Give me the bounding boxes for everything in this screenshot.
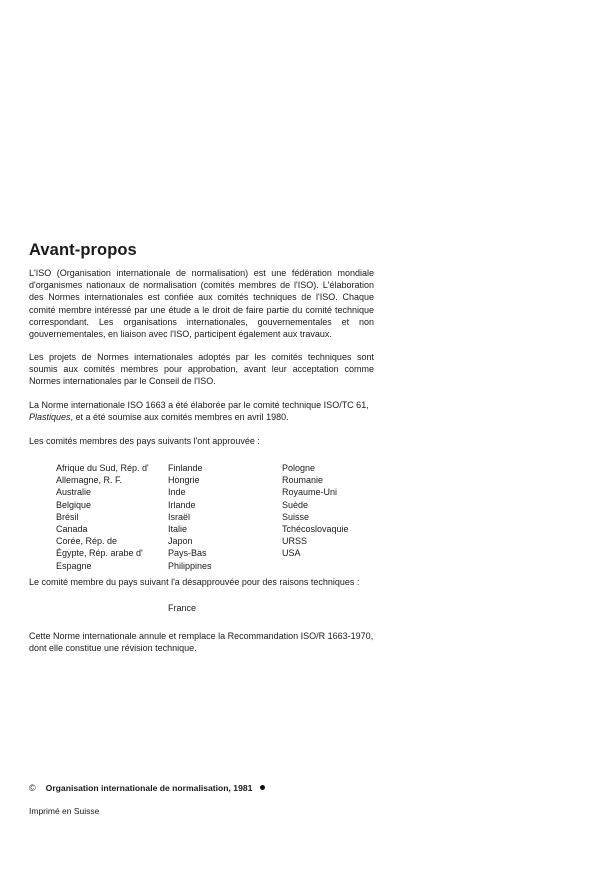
country: Inde: [168, 487, 186, 498]
iso-text-before: La Norme internationale ISO 1663 a été élaborée par le comité technique ISO/TC 61,: [29, 400, 369, 410]
country: Pays-Bas: [168, 548, 207, 559]
country: Japon: [168, 536, 193, 547]
approval-process-paragraph: Les projets de Normes internationales adoptés par les comités techniques sont soumis aux comités membres pour approbation, avant leur acceptation comme Normes internationales par le Conseil de l'ISO.: [29, 352, 374, 387]
country: USA: [282, 548, 301, 559]
country: Canada: [56, 524, 88, 535]
country: Finlande: [168, 463, 203, 473]
country: Belgique: [56, 499, 92, 510]
bullet-icon: [260, 785, 265, 790]
copyright-line: [29, 783, 265, 793]
country: URSS: [282, 536, 308, 547]
approved-countries-column-1: [56, 462, 149, 572]
iso-text-after: , et a été soumise aux comités membres en avril 1980.: [70, 412, 289, 423]
disapproved-intro: Le comité membre du pays suivant l'a désapprouvée pour des raisons techniques :: [29, 577, 360, 587]
country: Italie: [168, 524, 188, 535]
country: Philippines: [168, 560, 212, 571]
country: Corée, Rép. de: [56, 536, 118, 547]
country: Royaume-Uni: [282, 487, 338, 498]
country: Roumanie: [282, 475, 324, 486]
approved-countries-column-3: [282, 462, 349, 560]
country: Allemagne, R. F.: [56, 475, 123, 486]
country: Afrique du Sud, Rép. d': [56, 463, 149, 473]
country: Égypte, Rép. arabe d': [56, 548, 143, 559]
country: Israël: [168, 511, 191, 522]
closing-paragraph: Cette Norme internationale annule et remplace la Recommandation ISO/R 1663-1970, dont elle constitue une révision technique.: [29, 631, 374, 654]
committee-name: Plastiques: [29, 412, 71, 423]
page-title: Avant-propos: [29, 241, 137, 259]
intro-paragraph: L'ISO (Organisation internationale de normalisation) est une fédération mondiale d'organismes nationaux de normalisation (comités membres de l'ISO). L'élaboration des Normes internationales est confiée aux comités techniques de l'ISO. Chaque comité membre intéressé par une étude a le droit de faire partie du comité technique correspondant. Les organisations internationales, gouvernementales et non gouvernementales, en liaison avec l'ISO, participent également aux travaux.: [29, 268, 374, 340]
approved-intro: Les comités membres des pays suivants l'ont approuvée :: [29, 436, 260, 446]
country: Hongrie: [168, 475, 200, 486]
country: Suisse: [282, 511, 310, 522]
country: Tchécoslovaquie: [282, 524, 349, 535]
iso-standard-paragraph: [29, 399, 374, 423]
printed-in: Imprimé en Suisse: [29, 806, 100, 816]
country: Pologne: [282, 463, 316, 473]
country: Espagne: [56, 560, 92, 571]
approved-countries-column-2: [168, 462, 212, 572]
disapproved-country: France: [168, 603, 197, 613]
country: Brésil: [56, 511, 79, 522]
country: Suède: [282, 499, 309, 510]
copyright-text: Organisation internationale de normalisation, 1981: [45, 783, 253, 793]
country: Australie: [56, 487, 92, 498]
copyright-icon: ©: [29, 783, 36, 793]
country: Irlande: [168, 499, 196, 510]
